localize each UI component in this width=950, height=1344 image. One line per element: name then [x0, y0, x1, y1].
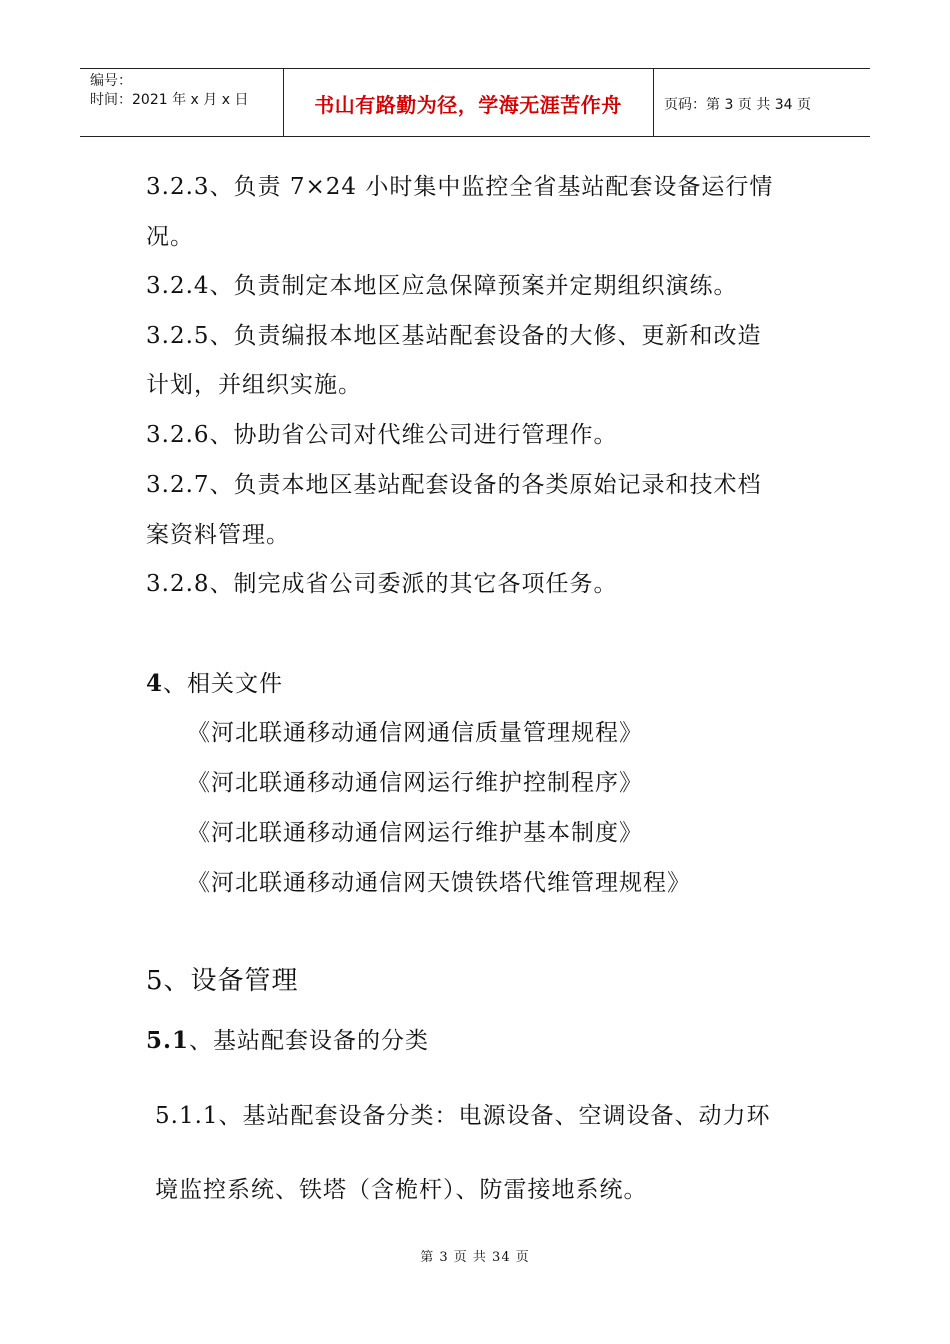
paragraph-3-2-5: 3.2.5、负责编报本地区基站配套设备的大修、更新和改造 [146, 323, 762, 349]
related-doc-4: 《河北联通移动通信网天馈铁塔代维管理规程》 [187, 870, 691, 896]
paragraph-3-2-3-cont: 况。 [146, 224, 194, 250]
paragraph-3-2-5-cont: 计划，并组织实施。 [146, 372, 362, 398]
page-footer: 第 3 页 共 34 页 [420, 1250, 530, 1265]
related-doc-2: 《河北联通移动通信网运行维护控制程序》 [187, 770, 643, 796]
paragraph-3-2-4: 3.2.4、负责制定本地区应急保障预案并定期组织演练。 [146, 273, 738, 299]
header-number-label: 编号： [90, 73, 132, 89]
paragraph-5-1-1: 5.1.1、基站配套设备分类：电源设备、空调设备、动力环 [155, 1103, 771, 1129]
section-5-heading: 5、设备管理 [146, 966, 299, 996]
section-4-heading [146, 669, 283, 699]
paragraph-3-2-7: 3.2.7、负责本地区基站配套设备的各类原始记录和技术档 [146, 472, 762, 498]
section-4-number: 4 [146, 670, 164, 697]
section-5-1-title: 、基站配套设备的分类 [189, 1028, 430, 1054]
paragraph-3-2-3: 3.2.3、负责 7×24 小时集中监控全省基站配套设备运行情 [146, 174, 774, 200]
paragraph-3-2-6: 3.2.6、协助省公司对代维公司进行管理作。 [146, 422, 618, 448]
paragraph-3-2-8: 3.2.8、制完成省公司委派的其它各项任务。 [146, 571, 618, 597]
header-page-label: 页码：第 3 页 共 34 页 [664, 97, 811, 113]
header-meta [90, 72, 248, 110]
paragraph-5-1-1-cont: 境监控系统、铁塔（含桅杆）、防雷接地系统。 [155, 1177, 648, 1203]
header-time-label: 时间：2021 年 x 月 x 日 [90, 92, 249, 108]
header-divider [653, 69, 654, 136]
section-5-1-heading [146, 1026, 429, 1056]
header-motto: 书山有路勤为径，学海无涯苦作舟 [314, 93, 622, 117]
page-header [80, 68, 870, 137]
section-4-title: 、相关文件 [163, 671, 284, 697]
related-doc-1: 《河北联通移动通信网通信质量管理规程》 [187, 720, 643, 746]
related-doc-3: 《河北联通移动通信网运行维护基本制度》 [187, 820, 643, 846]
paragraph-3-2-7-cont: 案资料管理。 [146, 522, 290, 548]
section-5-1-number: 5.1 [146, 1027, 190, 1054]
